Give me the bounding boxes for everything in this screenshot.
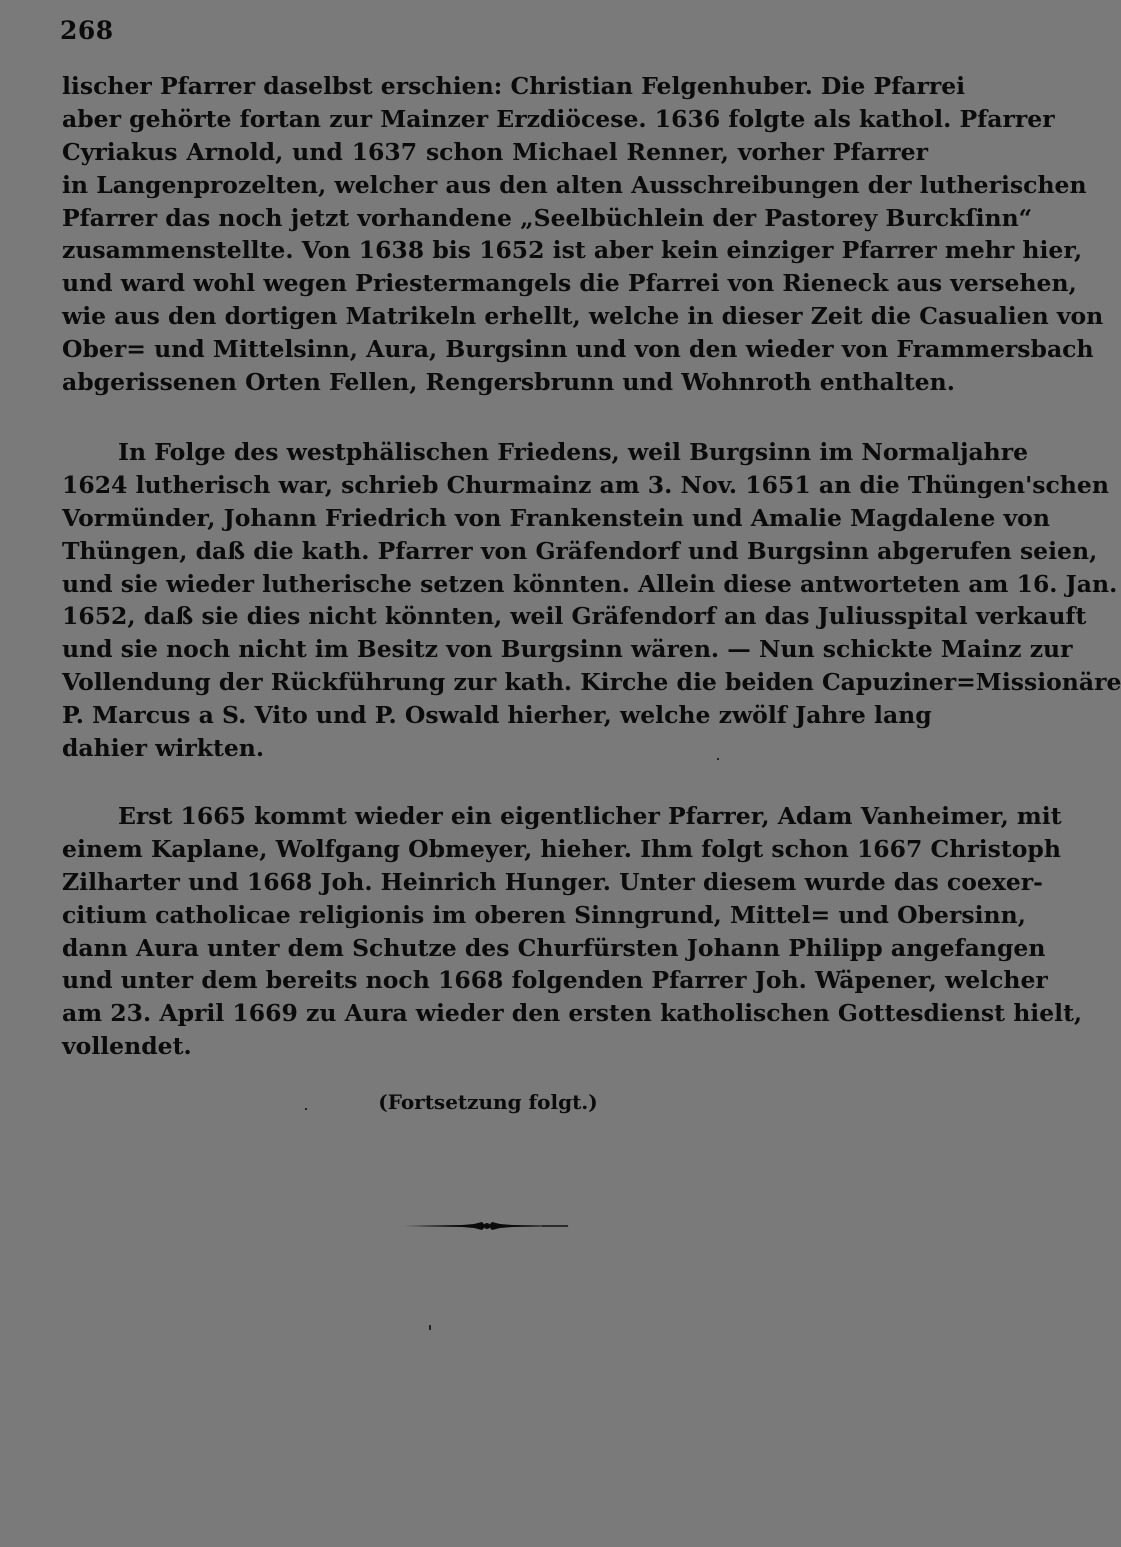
text-line: Vormünder, Johann Friedrich von Frankenstein und Amalie Magdalene von bbox=[62, 503, 1050, 532]
text-line: citium catholicae religionis im oberen Sinngrund, Mittel= und Obersinn, bbox=[62, 900, 1026, 929]
text-line: und ward wohl wegen Priestermangels die Pfarrei von Rieneck aus versehen, bbox=[62, 269, 1077, 298]
paragraph-1 bbox=[62, 70, 1104, 399]
text-line: 1624 lutherisch war, schrieb Churmainz am 3. Nov. 1651 an die Thüngen'schen bbox=[62, 470, 1109, 499]
text-line: in Langenprozelten, welcher aus den alten Ausschreibungen der lutherischen bbox=[62, 170, 1087, 199]
text-line: Pfarrer das noch jetzt vorhandene „Seelbüchlein der Pastorey Burckſinn“ bbox=[62, 203, 1033, 232]
continuation-text: (Fortsetzung folgt.) bbox=[378, 1090, 598, 1114]
print-speck bbox=[305, 1108, 307, 1110]
text-line: am 23. April 1669 zu Aura wieder den ersten katholischen Gottesdienst hielt, bbox=[62, 999, 1083, 1028]
text-line: Erst 1665 kommt wieder ein eigentlicher Pfarrer, Adam Vanheimer, mit bbox=[118, 802, 1062, 830]
text-line: abgerissenen Orten Fellen, Rengersbrunn und Wohnroth enthalten. bbox=[62, 368, 955, 397]
text-line: Ober= und Mittelsinn, Aura, Burgsinn und von den wieder von Frammersbach bbox=[62, 335, 1094, 364]
divider-ornament bbox=[402, 1218, 572, 1234]
text-line: und sie noch nicht im Besitz von Burgsinn wären. — Nun schickte Mainz zur bbox=[62, 635, 1073, 664]
text-line: Vollendung der Rückführung zur kath. Kirche die beiden Capuziner=Missionäre bbox=[62, 668, 1121, 697]
text-line: Thüngen, daß die kath. Pfarrer von Gräfendorf und Burgsinn abgerufen seien, bbox=[62, 536, 1098, 565]
text-line: dann Aura unter dem Schutze des Churfürsten Johann Philipp angefangen bbox=[62, 933, 1046, 962]
print-speck bbox=[429, 1325, 431, 1330]
text-line: lischer Pfarrer daselbst erschien: Christian Felgenhuber. Die Pfarrei bbox=[62, 72, 966, 100]
print-speck bbox=[717, 758, 719, 760]
text-line: In Folge des westphälischen Friedens, weil Burgsinn im Normaljahre bbox=[118, 438, 1029, 466]
text-line: einem Kaplane, Wolfgang Obmeyer, hieher. Ihm folgt schon 1667 Christoph bbox=[62, 834, 1061, 863]
paragraph-2 bbox=[62, 436, 1121, 765]
text-line: aber gehörte fortan zur Mainzer Erzdiöcese. 1636 folgte als kathol. Pfarrer bbox=[62, 104, 1055, 133]
text-line: dahier wirkten. bbox=[62, 734, 265, 763]
paragraph-3 bbox=[62, 800, 1083, 1063]
text-line: zusammenstellte. Von 1638 bis 1652 ist aber kein einziger Pfarrer mehr hier, bbox=[62, 236, 1083, 265]
text-line: wie aus den dortigen Matrikeln erhellt, welche in dieser Zeit die Casualien von bbox=[62, 302, 1104, 331]
text-line: Cyriakus Arnold, und 1637 schon Michael Renner, vorher Pfarrer bbox=[62, 137, 928, 166]
text-line: vollendet. bbox=[62, 1032, 192, 1061]
text-line: und unter dem bereits noch 1668 folgenden Pfarrer Joh. Wäpener, welcher bbox=[62, 966, 1048, 995]
continuation-note bbox=[0, 1090, 1000, 1114]
text-line: 1652, daß sie dies nicht könnten, weil Gräfendorf an das Juliusspital verkauft bbox=[62, 602, 1087, 631]
text-line: Zilharter und 1668 Joh. Heinrich Hunger. Unter diesem wurde das coexer- bbox=[62, 867, 1043, 896]
text-line: und sie wieder lutherische setzen könnten. Allein diese antworteten am 16. Jan. bbox=[62, 569, 1118, 598]
page-number: 268 bbox=[60, 16, 114, 45]
text-line: P. Marcus a S. Vito und P. Oswald hierher, welche zwölf Jahre lang bbox=[62, 701, 932, 730]
